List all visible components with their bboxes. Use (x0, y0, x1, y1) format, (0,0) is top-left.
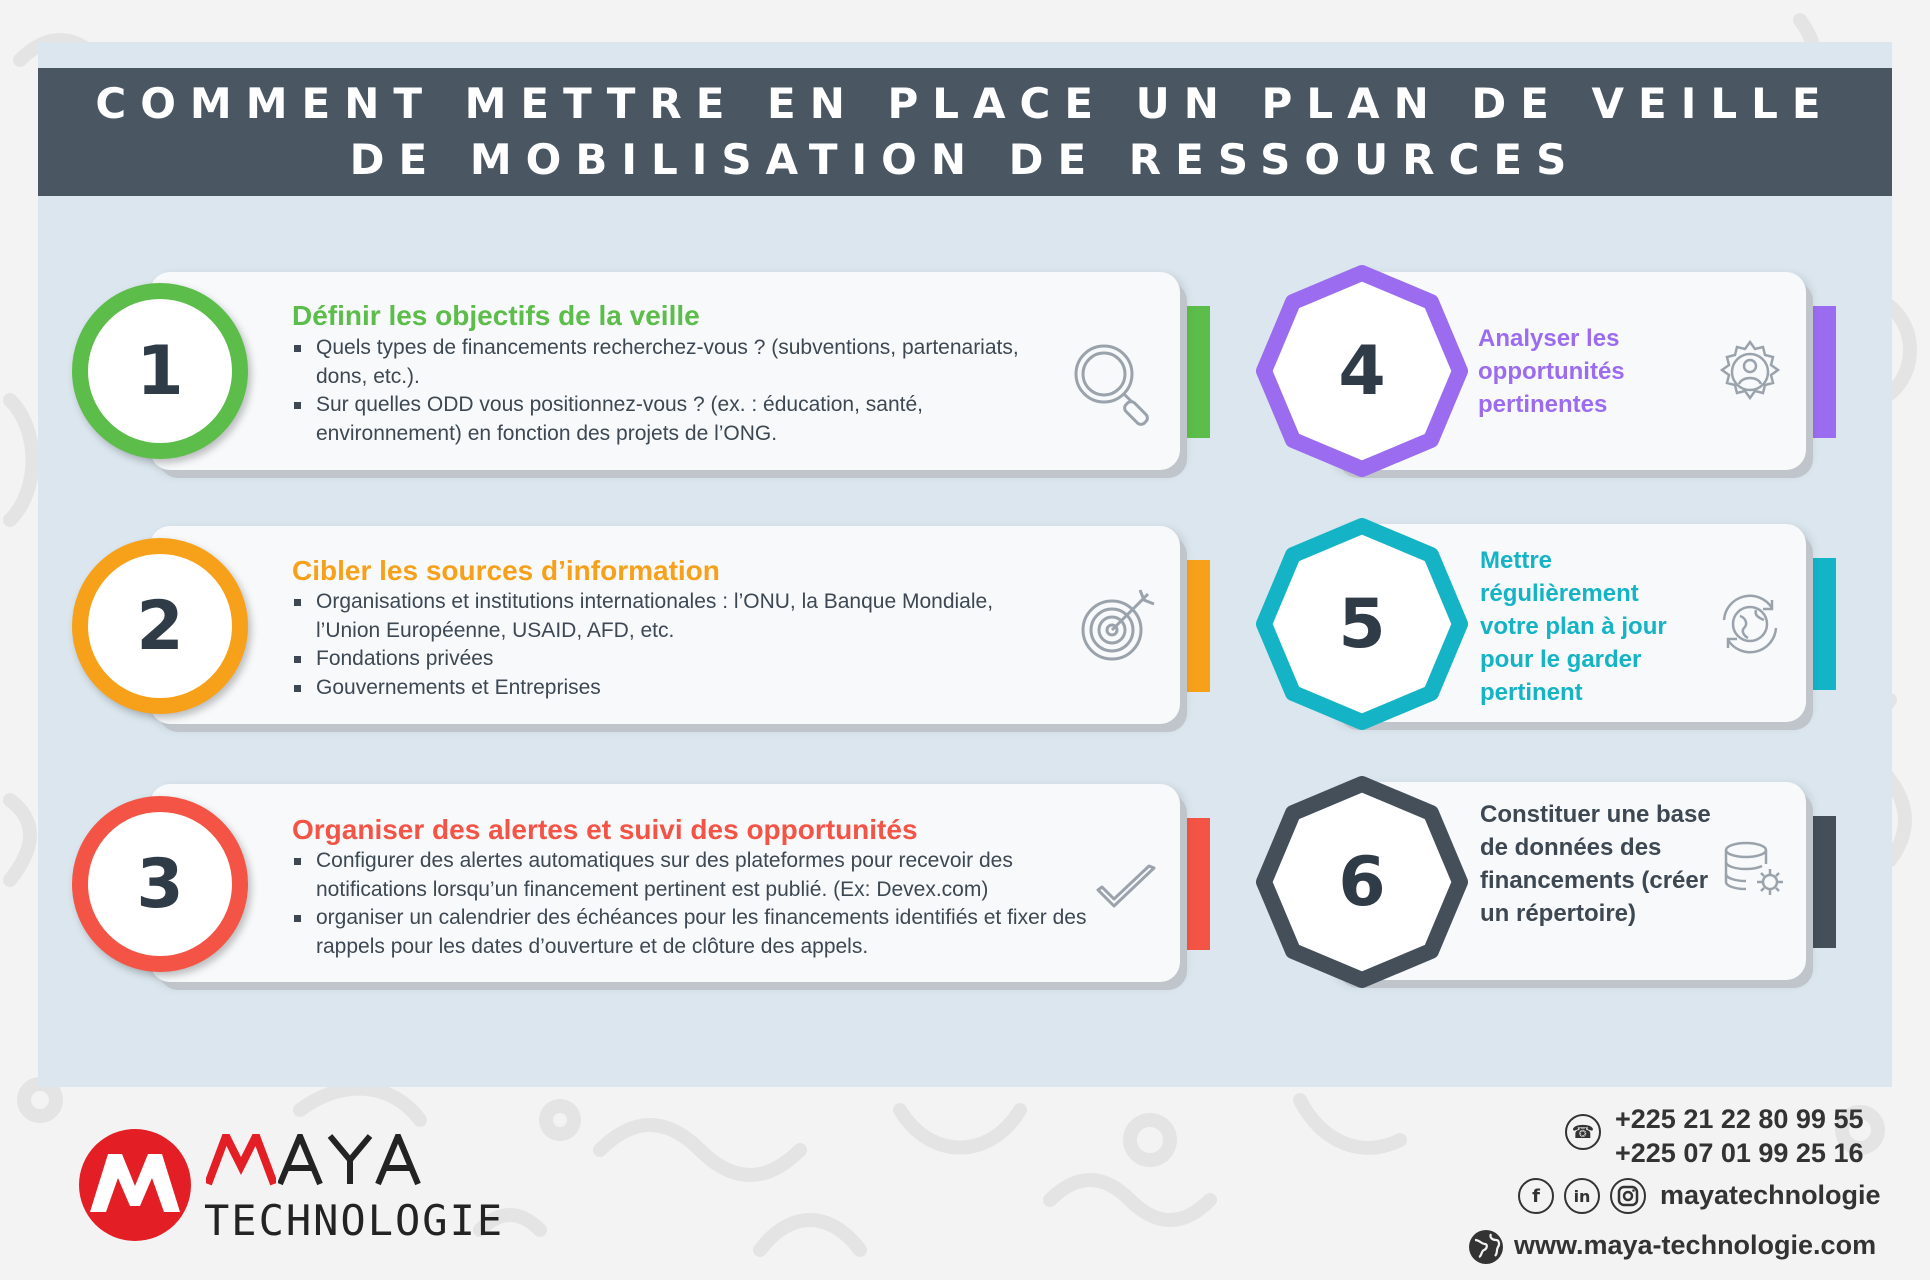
step-3-number: 3 (136, 844, 184, 924)
step-1-bullet-1: Quels types de financements recherchez-vous ? (subventions, partenariats, dons, etc.). (290, 334, 1030, 391)
globe-refresh-icon (1716, 590, 1784, 658)
phone-2: +225 07 01 99 25 16 (1615, 1138, 1864, 1168)
step-1-number: 1 (136, 331, 184, 411)
whatsapp-icon[interactable]: ☎ (1565, 1114, 1601, 1150)
step-1-bullets (290, 334, 1030, 448)
step-3-bullets (290, 847, 1090, 961)
database-gear-icon (1722, 840, 1788, 900)
title-banner (38, 68, 1892, 196)
gear-person-icon (1716, 338, 1784, 406)
step-6-title: Constituer une base de données des financements (créer un répertoire) (1480, 801, 1711, 927)
step-2-bullets (290, 588, 1030, 702)
instagram-icon[interactable] (1610, 1178, 1646, 1214)
step-3-title: Organiser des alertes et suivi des opportunités (292, 814, 918, 845)
globe-icon (1467, 1228, 1505, 1266)
step-1-circle (72, 283, 248, 459)
step-4-tab (1808, 306, 1836, 438)
step-3-bullet-1: Configurer des alertes automatiques sur des plateformes pour recevoir des notifications lorsqu’un financement pertinent est publié. (Ex: Devex.com) (290, 847, 1090, 904)
step-1-tab (1182, 306, 1210, 438)
facebook-icon[interactable]: f (1518, 1178, 1554, 1214)
step-2-title: Cibler les sources d’information (292, 555, 720, 586)
step-6-octagon (1256, 776, 1468, 988)
step-4-octagon (1256, 265, 1468, 477)
step-3-circle (72, 796, 248, 972)
step-1-title: Définir les objectifs de la veille (292, 300, 700, 331)
checkmark-icon (1094, 864, 1158, 912)
step-4-title: Analyser les opportunités pertinentes (1478, 325, 1625, 418)
website-link[interactable]: www.maya-technologie.com (1514, 1230, 1877, 1260)
title-line-2: DE MOBILISATION DE RESSOURCES (349, 135, 1581, 184)
magnifier-icon (1068, 338, 1158, 428)
social-handle[interactable]: mayatechnologie (1660, 1180, 1881, 1210)
step-2-tab (1182, 560, 1210, 692)
step-5-number: 5 (1338, 584, 1386, 664)
brand-subtitle: TECHNOLOGIE (204, 1196, 505, 1245)
linkedin-icon[interactable]: in (1564, 1178, 1600, 1214)
title-line-1: COMMENT METTRE EN PLACE UN PLAN DE VEILLE (95, 79, 1835, 128)
step-5-title: Mettre régulièrement votre plan à jour pour le garder pertinent (1480, 547, 1667, 706)
step-2-bullet-1: Organisations et institutions internationales : l’ONU, la Banque Mondiale, l’Union Européenne, USAID, AFD, etc. (290, 588, 1030, 645)
step-1-bullet-2: Sur quelles ODD vous positionnez-vous ? (ex. : éducation, santé, environnement) en fonction des projets de l’ONG. (290, 391, 1030, 448)
brand-aya-letters (278, 1134, 428, 1186)
phone-1: +225 21 22 80 99 55 (1615, 1104, 1864, 1134)
step-3-tab (1182, 818, 1210, 950)
step-2-number: 2 (136, 586, 184, 666)
step-2-bullet-2: Fondations privées (290, 645, 1030, 674)
maya-logo-icon (78, 1128, 192, 1242)
step-2-bullet-3: Gouvernements et Entreprises (290, 674, 1030, 703)
step-4-number: 4 (1338, 331, 1386, 411)
step-5-octagon (1256, 518, 1468, 730)
step-6-number: 6 (1338, 842, 1386, 922)
step-5-tab (1808, 558, 1836, 690)
step-6-tab (1808, 816, 1836, 948)
step-2-circle (72, 538, 248, 714)
target-icon (1078, 584, 1158, 664)
step-3-bullet-2: organiser un calendrier des échéances pour les financements identifiés et fixer des rappels pour les dates d’ouverture et de clôture des appels. (290, 904, 1090, 961)
